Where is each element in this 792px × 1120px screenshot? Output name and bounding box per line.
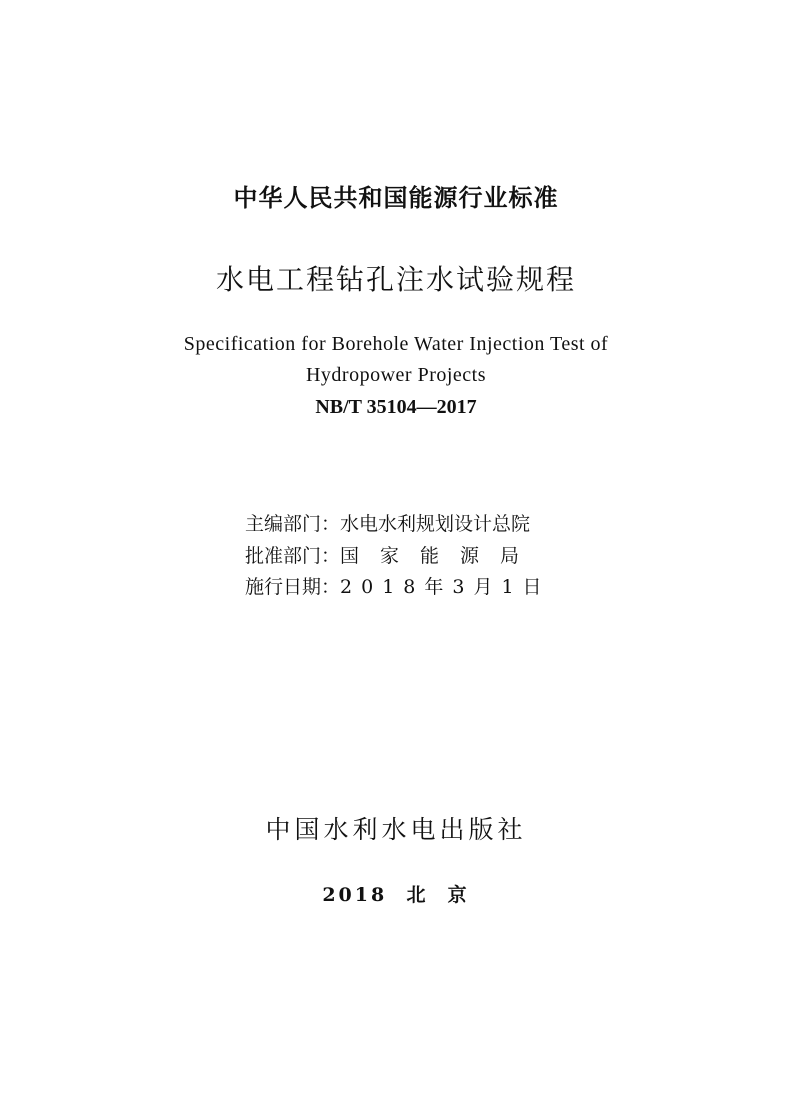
editor-value: 水电水利规划设计总院 — [340, 513, 531, 535]
approver-value: 国家能源局 — [340, 545, 541, 567]
title-english-line-2: Hydropower Projects — [305, 364, 487, 386]
effective-date-row — [245, 572, 551, 602]
title-chinese: 水电工程钻孔注水试验规程 — [215, 263, 576, 296]
editor-row — [245, 509, 530, 539]
year-and-place: 2018 北 京 — [322, 884, 470, 906]
effective-date-value: 2018年3月1日 — [340, 576, 551, 598]
editor-label: 主编部门： — [245, 513, 341, 535]
title-english-line-1: Specification for Borehole Water Injection Test of — [183, 333, 609, 355]
approver-row — [245, 541, 540, 571]
standard-code: NB/T 35104—2017 — [315, 396, 477, 418]
publisher: 中国水利水电出版社 — [265, 815, 527, 844]
standard-category: 中华人民共和国能源行业标准 — [233, 184, 559, 212]
effective-date-label: 施行日期： — [245, 576, 341, 598]
approver-label: 批准部门： — [245, 545, 341, 567]
